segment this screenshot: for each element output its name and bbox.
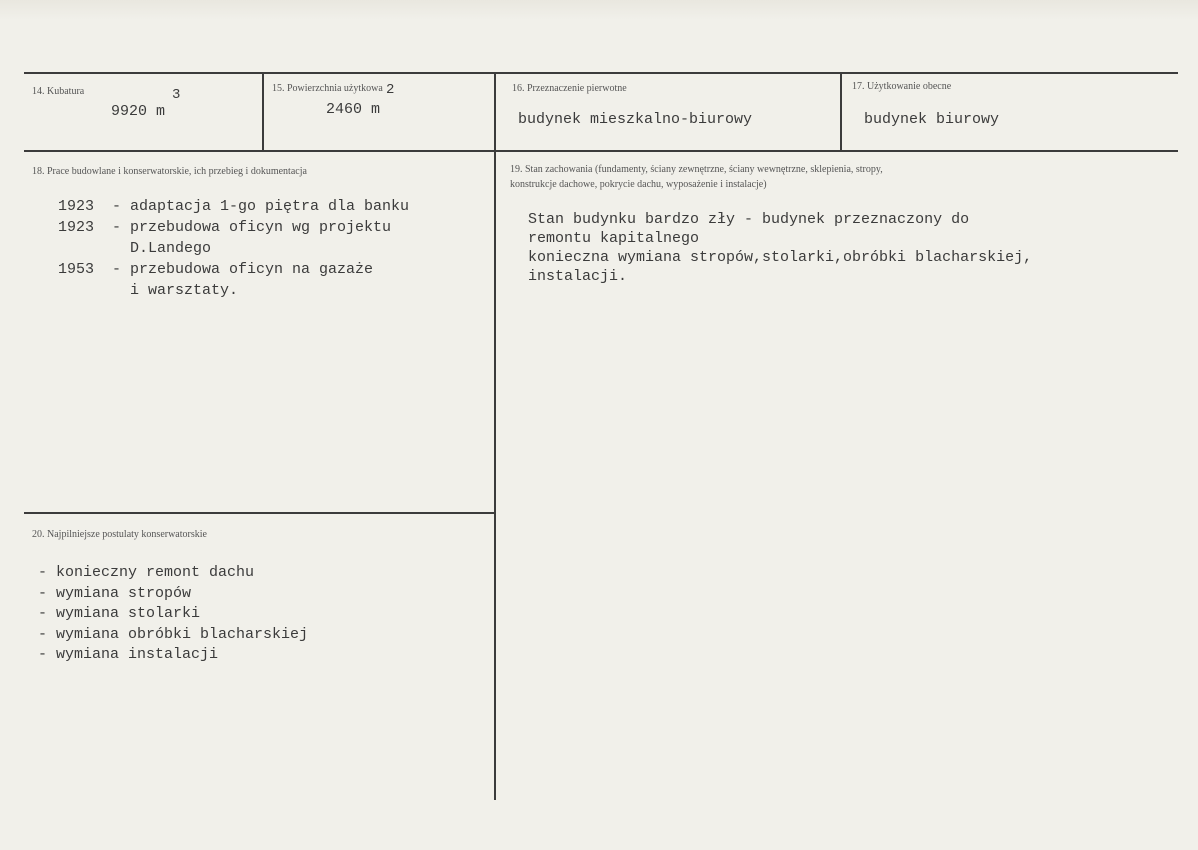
history-year (58, 238, 112, 259)
condition-line: remontu kapitalnego (528, 230, 700, 247)
postulate-item: - wymiana instalacji (38, 646, 219, 663)
field-14-value: 9920 m (111, 103, 166, 120)
history-year (58, 280, 112, 301)
history-text: i warsztaty. (112, 282, 239, 299)
top-rule (24, 72, 1178, 74)
history-entry (58, 259, 409, 280)
field-18-label: 18. Prace budowlane i konserwatorskie, ich przebieg i dokumentacja (32, 166, 307, 177)
history-entry (58, 280, 409, 301)
field-17-label: 17. Użytkowanie obecne (852, 81, 952, 92)
history-text: - adaptacja 1-go piętra dla banku (112, 198, 410, 215)
history-year: 1923 (58, 198, 95, 215)
field-19-label-line1: 19. Stan zachowania (fundamenty, ściany zewnętrzne, ściany wewnętrzne, sklepienia, stropy, (510, 164, 883, 175)
field-15-label: 15. Powierzchnia użytkowa (272, 83, 383, 94)
row1-bottom-rule (24, 150, 1178, 152)
history-entry (58, 217, 409, 238)
field-14-label: 14. Kubatura (32, 86, 85, 97)
condition-line: instalacji. (528, 268, 628, 285)
postulate-item: - wymiana stropów (38, 584, 192, 602)
postulate-item: - wymiana obróbki blacharskiej (38, 625, 309, 643)
history-entry (58, 196, 409, 217)
history-entry (58, 238, 409, 259)
field-17-value: budynek biurowy (864, 111, 1000, 128)
field-15-exponent: 2 (386, 82, 395, 98)
postulate-item: - konieczny remont dachu (38, 564, 255, 581)
divider-16-17 (840, 74, 842, 150)
field-14-exponent: 3 (172, 87, 181, 103)
history-text: D.Landego (112, 240, 212, 257)
divider-main (494, 74, 496, 800)
field-18-history (58, 196, 409, 301)
field-16-label: 16. Przeznaczenie pierwotne (512, 83, 627, 94)
history-text: - przebudowa oficyn na gazaże (112, 261, 374, 278)
field-15-value: 2460 m (326, 101, 381, 118)
postulate-item: - wymiana stolarki (38, 605, 201, 622)
section20-top-rule (24, 512, 494, 514)
field-19-label-line2: konstrukcje dachowe, pokrycie dachu, wyposażenie i instalacje) (510, 179, 767, 190)
history-text: - przebudowa oficyn wg projektu (112, 219, 392, 236)
history-year: 1953 (58, 261, 95, 278)
field-16-value: budynek mieszkalno-biurowy (518, 111, 753, 128)
condition-line: konieczna wymiana stropów,stolarki,obróbki blacharskiej, (528, 249, 1033, 266)
divider-14-15 (262, 74, 264, 150)
field-20-label: 20. Najpilniejsze postulaty konserwatorskie (32, 529, 207, 540)
field-20-postulates (38, 563, 308, 666)
history-year: 1923 (58, 219, 95, 236)
field-19-condition (528, 210, 1032, 286)
condition-line: Stan budynku bardzo zły - budynek przeznaczony do (528, 211, 970, 228)
top-paper-edge (0, 0, 1198, 20)
